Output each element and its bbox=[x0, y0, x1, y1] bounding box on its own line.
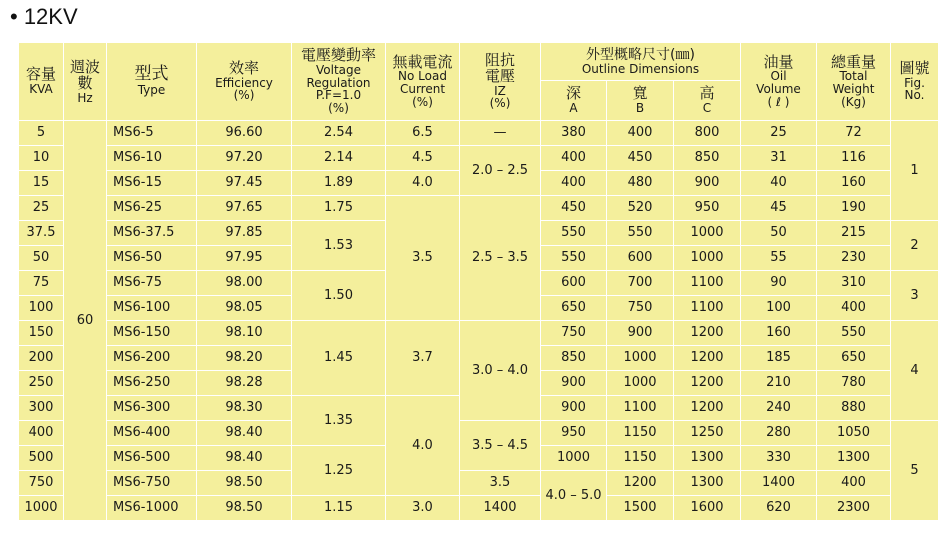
cell-oil: 50 bbox=[741, 221, 817, 246]
table-row bbox=[19, 321, 939, 346]
header-capacity: 容量 KVA bbox=[19, 43, 64, 121]
cell-efficiency: 97.95 bbox=[197, 246, 292, 271]
cell-kva: 50 bbox=[19, 246, 64, 271]
cell-weight: 72 bbox=[817, 121, 891, 146]
header-frequency: 週波數 Hz bbox=[64, 43, 107, 121]
cell-noload: 6.5 bbox=[386, 121, 460, 146]
cell-impedance: 3.0 – 4.0 bbox=[460, 321, 541, 421]
cell-oil: 90 bbox=[741, 271, 817, 296]
cell-dim-a: 450 bbox=[541, 196, 607, 221]
cell-dim-a: 1000 bbox=[541, 446, 607, 471]
cell-regulation: 1.25 bbox=[292, 446, 386, 496]
cell-dim-a: 950 bbox=[541, 421, 607, 446]
cell-dim-b: 450 bbox=[607, 146, 674, 171]
cell-dim-b: 750 bbox=[607, 296, 674, 321]
cell-oil: 330 bbox=[741, 446, 817, 471]
table-row bbox=[19, 471, 939, 496]
cell-efficiency: 98.50 bbox=[197, 471, 292, 496]
cell-efficiency: 98.00 bbox=[197, 271, 292, 296]
cell-efficiency: 97.45 bbox=[197, 171, 292, 196]
cell-dim-a: 750 bbox=[541, 321, 607, 346]
cell-impedance: 2.5 – 3.5 bbox=[460, 196, 541, 321]
cell-efficiency: 98.40 bbox=[197, 421, 292, 446]
cell-dim-b: 900 bbox=[607, 321, 674, 346]
cell-type: MS6-1000 bbox=[107, 496, 197, 521]
cell-oil: 40 bbox=[741, 171, 817, 196]
cell-noload: 3.5 bbox=[460, 471, 541, 496]
header-efficiency: 效率 Efficiency (%) bbox=[197, 43, 292, 121]
cell-kva: 150 bbox=[19, 321, 64, 346]
cell-dim-c: 1200 bbox=[674, 346, 741, 371]
cell-kva: 15 bbox=[19, 171, 64, 196]
cell-efficiency: 97.85 bbox=[197, 221, 292, 246]
cell-type: MS6-250 bbox=[107, 371, 197, 396]
cell-regulation: 1.53 bbox=[292, 221, 386, 271]
cell-dim-b: 1150 bbox=[607, 421, 674, 446]
cell-dim-c: 1100 bbox=[674, 271, 741, 296]
table-row bbox=[19, 421, 939, 446]
transformer-spec-table bbox=[18, 42, 939, 521]
cell-fig: 5 bbox=[891, 421, 939, 521]
cell-dim-c: 1000 bbox=[674, 246, 741, 271]
cell-impedance: 3.5 – 4.5 bbox=[460, 421, 541, 471]
cell-impedance: 2.0 – 2.5 bbox=[460, 146, 541, 196]
cell-efficiency: 98.10 bbox=[197, 321, 292, 346]
cell-kva: 10 bbox=[19, 146, 64, 171]
page-title: • 12KV bbox=[10, 4, 78, 29]
cell-regulation: 1.75 bbox=[292, 196, 386, 221]
cell-dim-c: 900 bbox=[674, 171, 741, 196]
cell-oil: 620 bbox=[741, 496, 817, 521]
cell-kva: 75 bbox=[19, 271, 64, 296]
cell-dim-b: 1150 bbox=[607, 446, 674, 471]
cell-type: MS6-37.5 bbox=[107, 221, 197, 246]
header-regulation: 電壓變動率 Voltage Regulation P.F=1.0 (%) bbox=[292, 43, 386, 121]
cell-dim-c: 850 bbox=[674, 146, 741, 171]
cell-dim-a: 1400 bbox=[460, 496, 541, 521]
cell-kva: 25 bbox=[19, 196, 64, 221]
cell-dim-c: 1100 bbox=[674, 296, 741, 321]
cell-type: MS6-50 bbox=[107, 246, 197, 271]
cell-efficiency: 98.40 bbox=[197, 446, 292, 471]
cell-dim-c: 1600 bbox=[674, 496, 741, 521]
table-row bbox=[19, 196, 939, 221]
cell-type: MS6-200 bbox=[107, 346, 197, 371]
header-dim-a: 深 A bbox=[541, 81, 607, 121]
cell-dim-b: 520 bbox=[607, 196, 674, 221]
table-row bbox=[19, 146, 939, 171]
cell-fig: 2 bbox=[891, 221, 939, 271]
cell-weight: 2300 bbox=[817, 496, 891, 521]
cell-dim-c: 1400 bbox=[741, 471, 817, 496]
cell-regulation: 2.14 bbox=[292, 146, 386, 171]
cell-efficiency: 98.05 bbox=[197, 296, 292, 321]
cell-efficiency: 98.28 bbox=[197, 371, 292, 396]
cell-weight: 160 bbox=[817, 171, 891, 196]
cell-dim-b: 1100 bbox=[607, 396, 674, 421]
cell-oil: 45 bbox=[741, 196, 817, 221]
header-fig: 圖號 Fig. No. bbox=[891, 43, 939, 121]
cell-weight: 230 bbox=[817, 246, 891, 271]
cell-dim-c: 1300 bbox=[674, 446, 741, 471]
cell-noload: 3.7 bbox=[386, 321, 460, 396]
cell-weight: 215 bbox=[817, 221, 891, 246]
cell-type: MS6-5 bbox=[107, 121, 197, 146]
cell-dim-b: 700 bbox=[607, 271, 674, 296]
cell-noload: 4.0 bbox=[386, 396, 460, 496]
cell-weight: 116 bbox=[817, 146, 891, 171]
cell-oil: 55 bbox=[741, 246, 817, 271]
cell-noload: 3.0 bbox=[386, 496, 460, 521]
header-type: 型式 Type bbox=[107, 43, 197, 121]
cell-dim-a: 550 bbox=[541, 221, 607, 246]
cell-oil: 100 bbox=[741, 296, 817, 321]
cell-dim-b: 1000 bbox=[607, 346, 674, 371]
cell-efficiency: 98.20 bbox=[197, 346, 292, 371]
cell-dim-c: 800 bbox=[674, 121, 741, 146]
cell-fig: 3 bbox=[891, 271, 939, 321]
cell-kva: 200 bbox=[19, 346, 64, 371]
cell-regulation: 1.45 bbox=[292, 321, 386, 396]
cell-dim-b: 1500 bbox=[607, 496, 674, 521]
cell-dim-a: 900 bbox=[541, 371, 607, 396]
cell-kva: 37.5 bbox=[19, 221, 64, 246]
cell-dim-b: 1300 bbox=[674, 471, 741, 496]
cell-dim-a: 900 bbox=[541, 396, 607, 421]
cell-weight: 1300 bbox=[817, 446, 891, 471]
cell-dim-b: 400 bbox=[607, 121, 674, 146]
cell-dim-c: 1000 bbox=[674, 221, 741, 246]
cell-efficiency: 98.50 bbox=[197, 496, 292, 521]
header-noload: 無載電流 No Load Current (%) bbox=[386, 43, 460, 121]
cell-type: MS6-75 bbox=[107, 271, 197, 296]
cell-oil: 160 bbox=[741, 321, 817, 346]
cell-dim-a: 600 bbox=[541, 271, 607, 296]
cell-oil: 400 bbox=[817, 471, 891, 496]
table-row bbox=[19, 121, 939, 146]
cell-efficiency: 97.20 bbox=[197, 146, 292, 171]
cell-efficiency: 97.65 bbox=[197, 196, 292, 221]
cell-type: MS6-100 bbox=[107, 296, 197, 321]
cell-dim-a: 650 bbox=[541, 296, 607, 321]
cell-kva: 250 bbox=[19, 371, 64, 396]
cell-dim-b: 480 bbox=[607, 171, 674, 196]
header-impedance: 阻抗 電壓 IZ (%) bbox=[460, 43, 541, 121]
cell-weight: 190 bbox=[817, 196, 891, 221]
header-weight: 總重量 Total Weight (Kg) bbox=[817, 43, 891, 121]
cell-oil: 25 bbox=[741, 121, 817, 146]
cell-oil: 280 bbox=[741, 421, 817, 446]
cell-weight: 310 bbox=[817, 271, 891, 296]
header-oil: 油量 Oil Volume ( ℓ ) bbox=[741, 43, 817, 121]
cell-regulation: 1.89 bbox=[292, 171, 386, 196]
cell-oil: 185 bbox=[741, 346, 817, 371]
cell-efficiency: 96.60 bbox=[197, 121, 292, 146]
cell-dim-c: 1200 bbox=[674, 396, 741, 421]
cell-regulation: 1.50 bbox=[292, 271, 386, 321]
cell-dim-b: 550 bbox=[607, 221, 674, 246]
cell-fig: 1 bbox=[891, 121, 939, 221]
cell-noload: 4.0 bbox=[386, 171, 460, 196]
cell-regulation: 1.15 bbox=[292, 496, 386, 521]
cell-weight: 650 bbox=[817, 346, 891, 371]
cell-noload: 3.5 bbox=[386, 196, 460, 321]
table-row bbox=[19, 496, 939, 521]
cell-type: MS6-300 bbox=[107, 396, 197, 421]
cell-impedance: 4.0 – 5.0 bbox=[541, 471, 607, 521]
cell-kva: 300 bbox=[19, 396, 64, 421]
cell-noload: 4.5 bbox=[386, 146, 460, 171]
cell-type: MS6-400 bbox=[107, 421, 197, 446]
cell-kva: 750 bbox=[19, 471, 64, 496]
cell-dim-a: 850 bbox=[541, 346, 607, 371]
cell-dim-a: 400 bbox=[541, 171, 607, 196]
cell-frequency: 60 bbox=[64, 121, 107, 521]
header-dim-b: 寬 B bbox=[607, 81, 674, 121]
cell-fig: 4 bbox=[891, 321, 939, 421]
cell-oil: 210 bbox=[741, 371, 817, 396]
cell-type: MS6-500 bbox=[107, 446, 197, 471]
cell-type: MS6-25 bbox=[107, 196, 197, 221]
cell-weight: 880 bbox=[817, 396, 891, 421]
cell-kva: 1000 bbox=[19, 496, 64, 521]
cell-type: MS6-150 bbox=[107, 321, 197, 346]
cell-dim-a: 1200 bbox=[607, 471, 674, 496]
cell-dim-a: 380 bbox=[541, 121, 607, 146]
cell-efficiency: 98.30 bbox=[197, 396, 292, 421]
cell-kva: 100 bbox=[19, 296, 64, 321]
header-dimensions: 外型概略尺寸(㎜) Outline Dimensions bbox=[541, 43, 741, 81]
cell-dim-a: 550 bbox=[541, 246, 607, 271]
cell-weight: 1050 bbox=[817, 421, 891, 446]
cell-dim-c: 950 bbox=[674, 196, 741, 221]
cell-weight: 780 bbox=[817, 371, 891, 396]
cell-dim-c: 1250 bbox=[674, 421, 741, 446]
cell-regulation: 2.54 bbox=[292, 121, 386, 146]
spec-table-wrapper bbox=[18, 42, 938, 528]
cell-dim-b: 1000 bbox=[607, 371, 674, 396]
cell-oil: 240 bbox=[741, 396, 817, 421]
cell-type: MS6-750 bbox=[107, 471, 197, 496]
cell-type: MS6-15 bbox=[107, 171, 197, 196]
cell-dim-c: 1200 bbox=[674, 321, 741, 346]
cell-regulation: 1.35 bbox=[292, 396, 386, 446]
cell-dim-b: 600 bbox=[607, 246, 674, 271]
cell-kva: 400 bbox=[19, 421, 64, 446]
cell-dim-c: 1200 bbox=[674, 371, 741, 396]
cell-kva: 5 bbox=[19, 121, 64, 146]
cell-oil: 31 bbox=[741, 146, 817, 171]
cell-impedance: — bbox=[460, 121, 541, 146]
cell-dim-a: 400 bbox=[541, 146, 607, 171]
cell-type: MS6-10 bbox=[107, 146, 197, 171]
header-dim-c: 高 C bbox=[674, 81, 741, 121]
header-row-1 bbox=[19, 43, 939, 81]
cell-weight: 550 bbox=[817, 321, 891, 346]
cell-kva: 500 bbox=[19, 446, 64, 471]
cell-weight: 400 bbox=[817, 296, 891, 321]
